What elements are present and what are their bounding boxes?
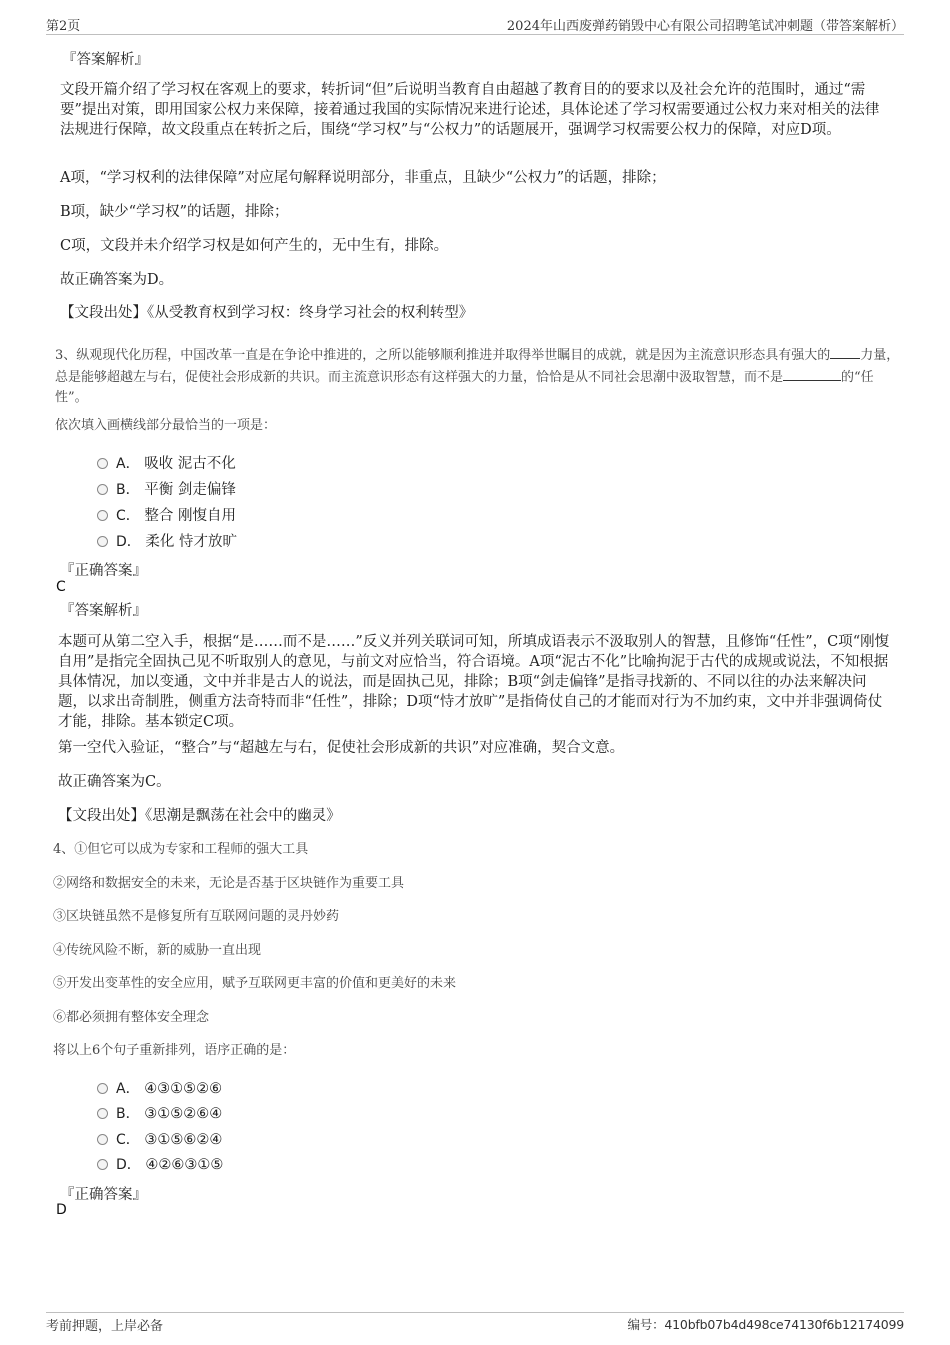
q3-stem-part-3: 的“任性”。 <box>55 370 874 405</box>
option-label: A． <box>116 1081 140 1097</box>
q2-conclusion: 故正确答案为D。 <box>60 272 174 288</box>
q4-prompt: 将以上6个句子重新排列，语序正确的是： <box>53 1043 296 1058</box>
option-text: ④②⑥③①⑤ <box>145 1157 224 1173</box>
document-title: 2024年山西废弹药销毁中心有限公司招聘笔试冲刺题（带答案解析） <box>506 19 904 34</box>
q3-blank-2 <box>783 366 841 381</box>
page-number: 第2页 <box>46 19 81 34</box>
q4-option-c[interactable] <box>97 1129 222 1151</box>
option-text: ③①⑤⑥②④ <box>144 1132 223 1148</box>
option-text: 平衡 剑走偏锋 <box>144 482 236 498</box>
q2-analysis-option-b: B项，缺少“学习权”的话题，排除； <box>60 204 289 220</box>
q4-sentence-6: ⑥都必须拥有整体安全理念 <box>53 1010 210 1025</box>
radio-icon[interactable] <box>97 484 108 495</box>
q4-correct-label: 『正确答案』 <box>60 1187 147 1203</box>
radio-icon[interactable] <box>97 536 108 547</box>
q4-option-b[interactable] <box>97 1103 222 1125</box>
q3-stem-part-1: 3、纵观现代化历程，中国改革一直是在争论中推进的，之所以能够顺利推进并取得举世瞩目的成就，就是因为主流意识形态具有强大的 <box>55 348 831 363</box>
page-footer <box>46 1312 904 1335</box>
q3-blank-1 <box>830 344 860 359</box>
q4-option-d[interactable] <box>97 1154 223 1176</box>
option-text: ④③①⑤②⑥ <box>144 1081 223 1097</box>
q2-analysis-option-a: A项，“学习权利的法律保障”对应尾句解释说明部分，非重点，且缺少“公权力”的话题，排除； <box>60 170 666 186</box>
option-label: C． <box>116 1132 140 1148</box>
option-text: 吸收 泥古不化 <box>144 456 236 472</box>
q3-validation-paragraph: 第一空代入验证，“整合”与“超越左与右，促使社会形成新的共识”对应准确，契合文意。 <box>58 740 625 756</box>
q3-prompt: 依次填入画横线部分最恰当的一项是： <box>55 418 277 433</box>
q4-sentence-1: 4、①但它可以成为专家和工程师的强大工具 <box>53 842 309 857</box>
q4-correct-answer: D <box>56 1202 67 1218</box>
radio-icon[interactable] <box>97 1159 108 1170</box>
q3-option-b[interactable] <box>97 478 236 500</box>
option-label: C． <box>116 508 140 524</box>
q3-stem-part-2: 力量，总是能够超越左与右，促使社会形成新的共识。而主流意识形态有这样强大的力量，恰恰是从不同社会思潮中汲取智慧，而不是 <box>55 348 900 385</box>
q4-sentence-3: ③区块链虽然不是修复所有互联网问题的灵丹妙药 <box>53 909 340 924</box>
document-code: 编号：410bfb07b4d498ce74130f6b12174099 <box>627 1317 904 1332</box>
option-label: B． <box>116 1106 140 1122</box>
q4-sentence-4: ④传统风险不断，新的威胁一直出现 <box>53 943 262 958</box>
q3-option-c[interactable] <box>97 504 236 526</box>
q3-analysis-label: 『答案解析』 <box>60 603 147 619</box>
q3-conclusion: 故正确答案为C。 <box>58 774 171 790</box>
radio-icon[interactable] <box>97 458 108 469</box>
q4-option-a[interactable] <box>97 1078 222 1100</box>
option-label: D． <box>116 1157 141 1173</box>
q3-option-a[interactable] <box>97 452 236 474</box>
footer-slogan: 考前押题，上岸必备 <box>46 1319 164 1334</box>
q2-analysis-option-c: C项，文段并未介绍学习权是如何产生的，无中生有，排除。 <box>60 238 449 254</box>
radio-icon[interactable] <box>97 1108 108 1119</box>
option-text: 柔化 恃才放旷 <box>145 534 237 550</box>
radio-icon[interactable] <box>97 1134 108 1145</box>
q2-analysis-label: 『答案解析』 <box>62 52 149 68</box>
option-text: ③①⑤②⑥④ <box>144 1106 223 1122</box>
q2-analysis-paragraph: 文段开篇介绍了学习权在客观上的要求，转折词“但”后说明当教育自由超越了教育目的的要求以及社会允许的范围时，通过“需要”提出对策，即用国家公权力来保障，接着通过我国的实际情况来进行论述，具体论述了学习权需要通过公权力来对相关的法律法规进行保障，故文段重点在转折之后，围绕“学习权”与“公权力”的话题展开，强调学习权需要公权力的保障，对应D项。 <box>60 82 880 138</box>
q3-option-d[interactable] <box>97 530 237 552</box>
page-header <box>46 12 904 35</box>
q3-source: 【文段出处】《思潮是飘荡在社会中的幽灵》 <box>58 808 341 824</box>
q3-analysis-paragraph: 本题可从第二空入手，根据“是……而不是……”反义并列关联词可知，所填成语表示不汲取别人的智慧，且修饰“任性”，C项“刚愎自用”是指完全固执己见不听取别人的意见，与前文对应恰当，符合语境。A项“泥古不化”比喻拘泥于古代的成规或说法，不知根据具体情况，加以变通，文中并非是古人的说法，而是固执己见，排除；B项“剑走偏锋”是指寻找新的、不同以往的办法来解决问题，以求出奇制胜，侧重方法奇特而非“任性”，排除；D项“恃才放旷”是指倚仗自己的才能而对行为不加约束，文中并非强调倚仗才能，排除。基本锁定C项。 <box>58 634 890 730</box>
q4-sentence-5: ⑤开发出变革性的安全应用，赋予互联网更丰富的价值和更美好的未来 <box>53 976 457 991</box>
q2-source: 【文段出处】《从受教育权到学习权：终身学习社会的权利转型》 <box>60 305 474 321</box>
radio-icon[interactable] <box>97 1083 108 1094</box>
option-label: D． <box>116 534 141 550</box>
q3-correct-answer: C <box>56 579 66 595</box>
option-text: 整合 刚愎自用 <box>144 508 236 524</box>
option-label: A． <box>116 456 140 472</box>
q3-correct-label: 『正确答案』 <box>60 563 147 579</box>
q4-sentence-2: ②网络和数据安全的未来，无论是否基于区块链作为重要工具 <box>53 876 405 891</box>
question-3-stem <box>55 344 900 408</box>
option-label: B． <box>116 482 140 498</box>
radio-icon[interactable] <box>97 510 108 521</box>
